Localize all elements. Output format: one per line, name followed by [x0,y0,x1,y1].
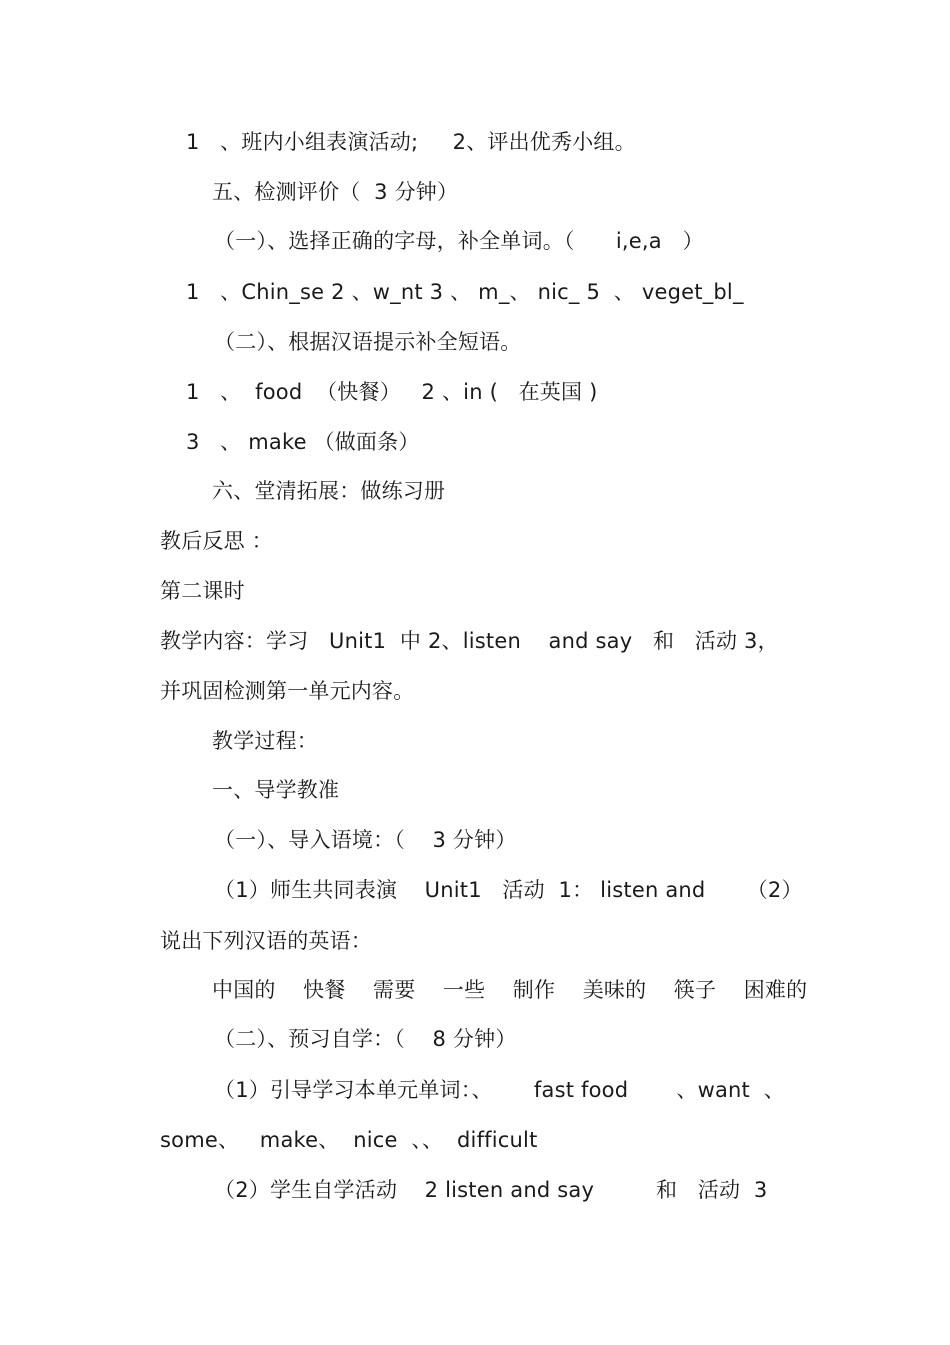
text-line-selfstudy: （2）学生自学活动 2 listen and say 和 活动 3 [214,1178,768,1202]
text-line-4: 1 、Chin_se 2 、w_nt 3 、 m_、 nic_ 5 、 veget_bl_ [186,280,744,304]
content-line-2: 并巩固检测第一单元内容。 [160,679,415,703]
section-heading-6: 六、堂清拓展：做练习册 [212,479,446,503]
vocab-line: 中国的 快餐 需要 一些 制作 美味的 筷子 困难的 [212,978,808,1002]
content-line-1: 教学内容：学习 Unit1 中 2、listen and say 和 活动 3， [160,629,779,653]
lesson-heading: 第二课时 [160,579,245,603]
section-heading-5: 五、检测评价（ 3 分钟） [212,180,459,204]
text-line-words: （1）引导学习本单元单词：、 fast food 、want 、 [214,1078,785,1102]
text-line-6: 1 、 food （快餐） 2 、in ( 在英国 ) [186,380,598,404]
sub-heading-1: （一）、选择正确的字母，补全单词。（ i,e,a ） [214,229,704,253]
sub-heading-preview: （二）、预习自学：（ 8 分钟） [214,1027,517,1051]
section-heading-1: 一、导学教准 [212,778,340,802]
text-line-words-2: some、 make、 nice 、、 difficult [160,1128,538,1152]
text-line-1: 1 、班内小组表演活动; 2、评出优秀小组。 [186,130,636,154]
sub-heading-2: （二）、根据汉语提示补全短语。 [214,330,522,354]
text-line-7: 3 、 make （做面条） [186,430,420,454]
process-heading: 教学过程： [212,729,318,753]
sub-heading-intro: （一）、导入语境：（ 3 分钟） [214,828,517,852]
text-line-say: 说出下列汉语的英语： [160,929,372,953]
text-line-perform: （1）师生共同表演 Unit1 活动 1： listen and （2） [214,878,803,902]
reflection-label: 教后反思 ： [160,529,273,553]
